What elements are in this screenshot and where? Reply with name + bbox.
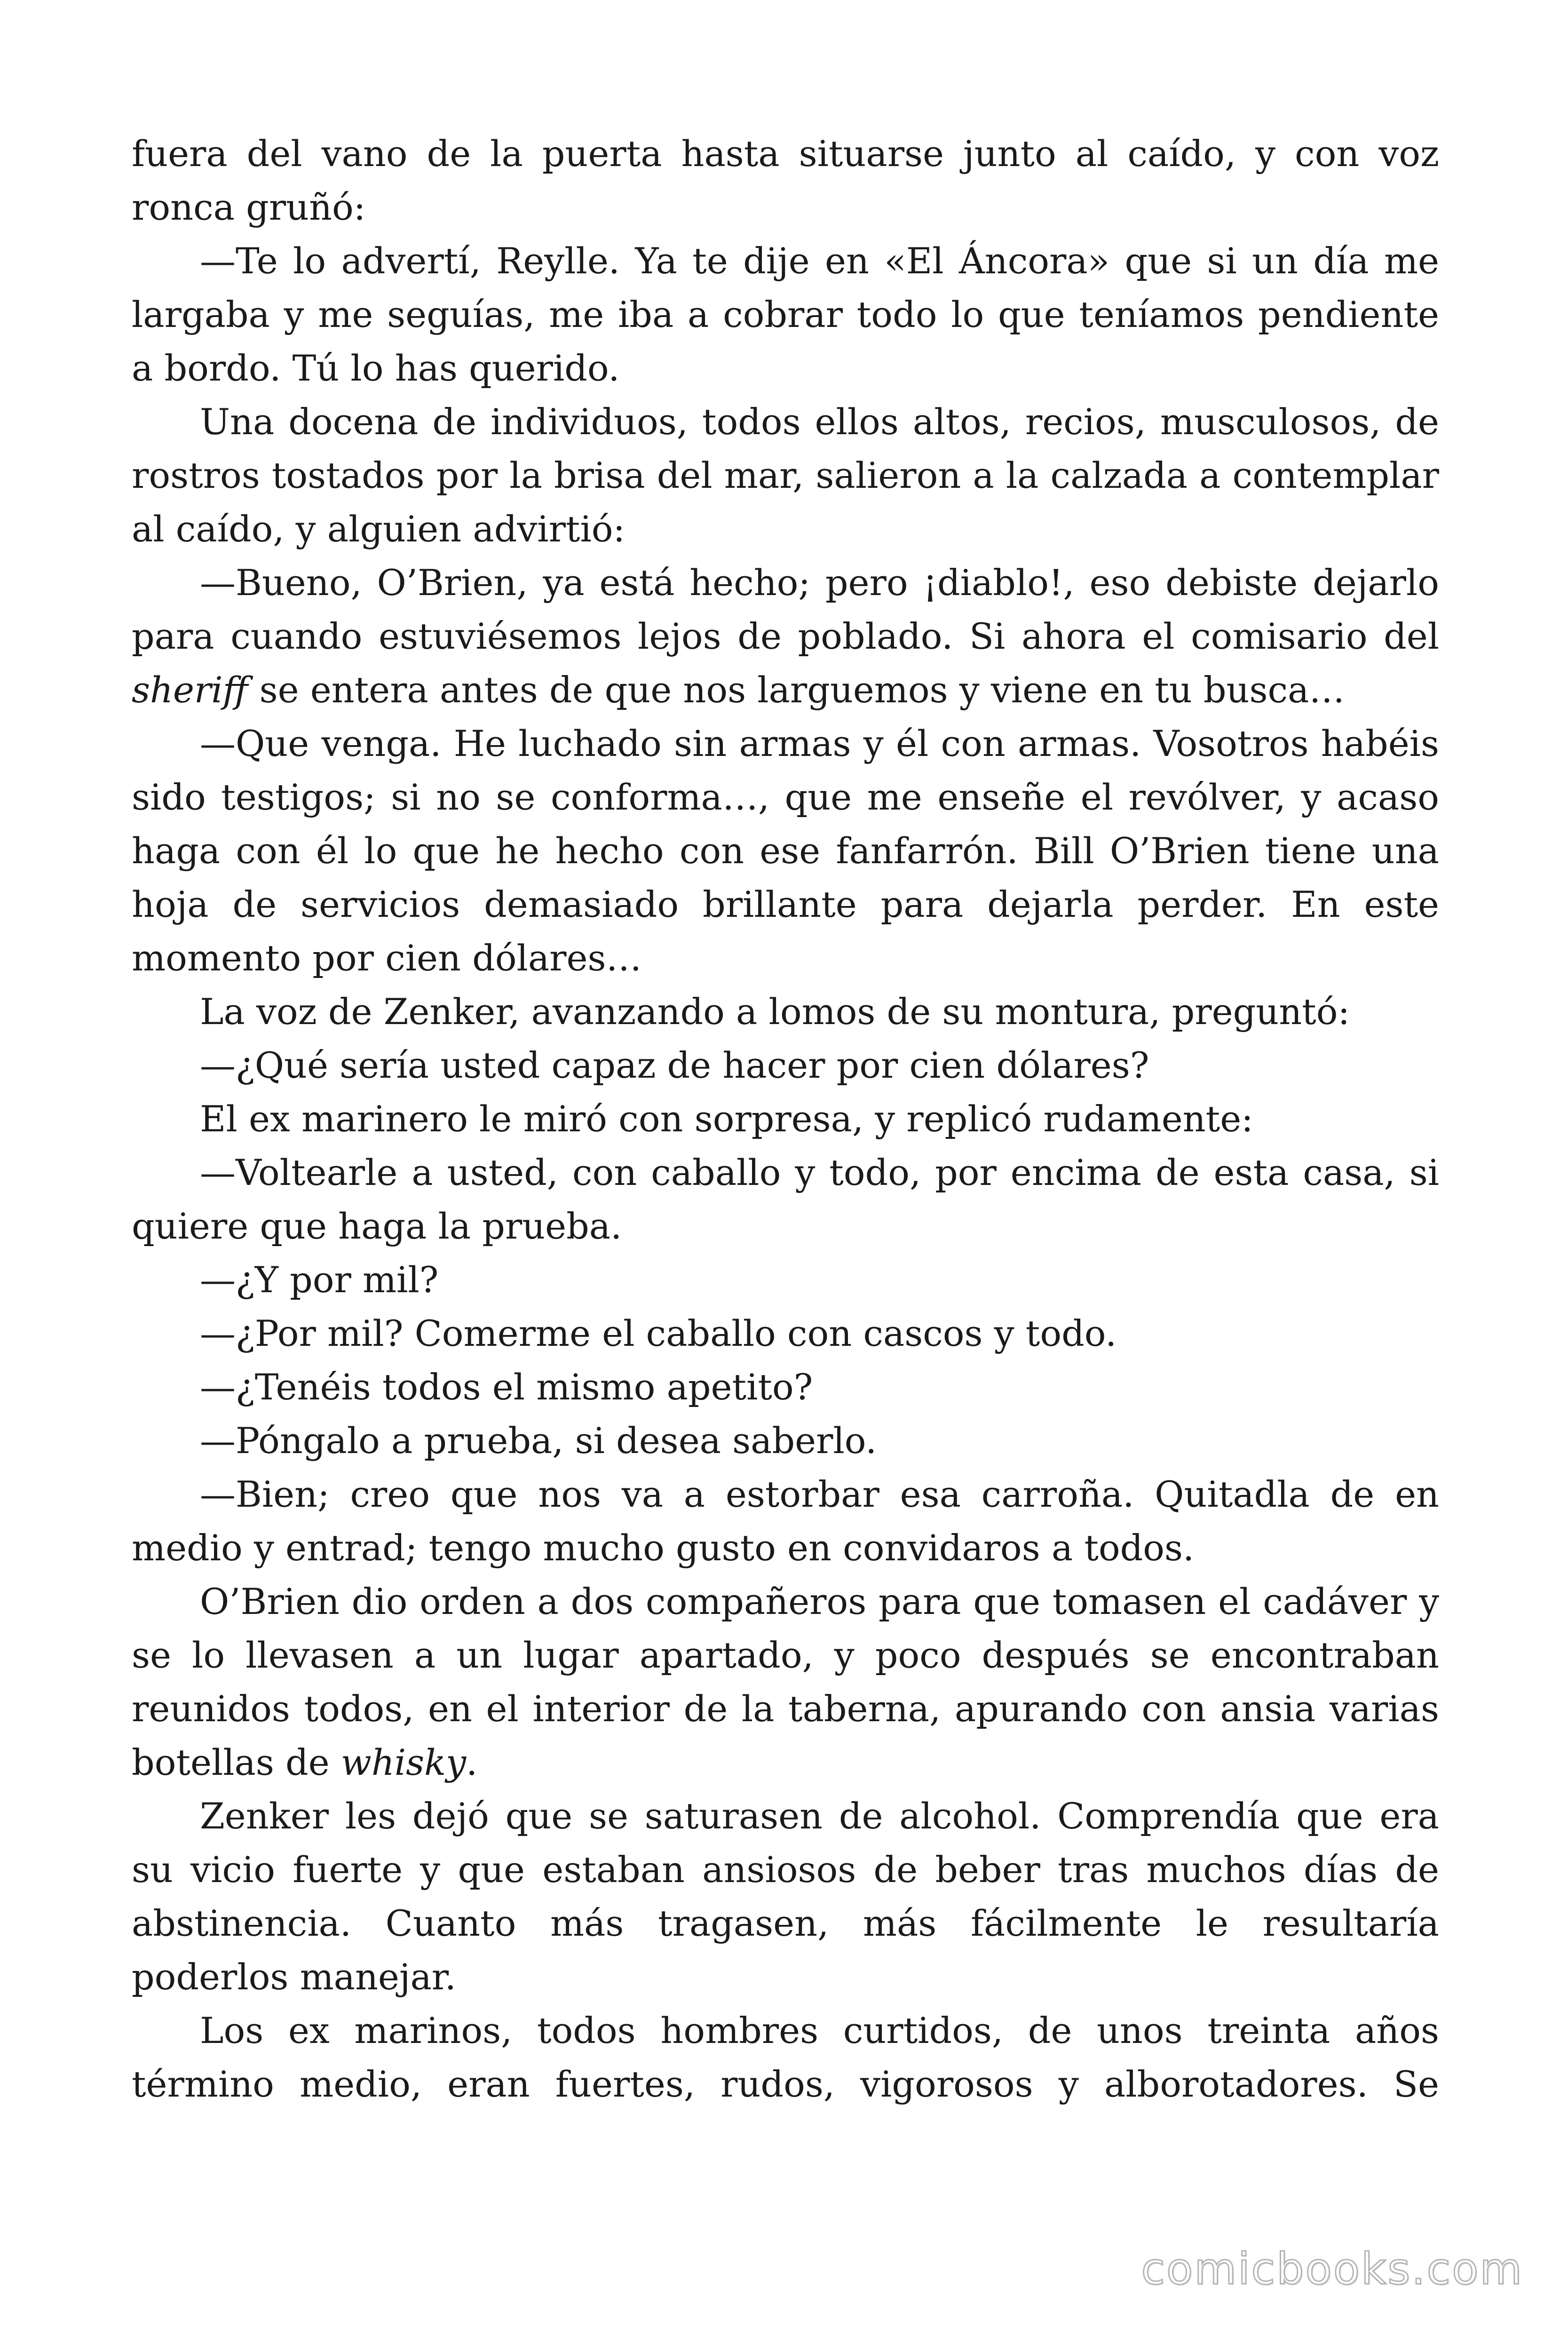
- paragraph: [132, 1253, 1439, 1307]
- text-run: Los ex marinos, todos hombres curtidos, de unos treinta años término medio, eran fuertes, rudos, vigorosos y alborotadores. Se: [132, 2010, 1439, 2105]
- text-run: El ex marinero le miró con sorpresa, y replicó rudamente:: [200, 1098, 1253, 1140]
- paragraph: [132, 1039, 1439, 1092]
- text-run: Zenker les dejó que se saturasen de alcohol. Comprendía que era su vicio fuerte y que estaban ansiosos de beber tras muchos días de abstinencia. Cuanto más tragasen, más fácilmente le resultaría poderlos manejar.: [132, 1795, 1439, 1998]
- text-run: —¿Tenéis todos el mismo apetito?: [200, 1366, 813, 1408]
- italic-text: sheriff: [132, 669, 248, 711]
- paragraph: [132, 985, 1439, 1039]
- text-run: —Te lo advertí, Reylle. Ya te dije en «El Áncora» que si un día me largaba y me seguías, me iba a cobrar todo lo que teníamos pendiente a bordo. Tú lo has querido.: [132, 240, 1439, 389]
- text-run: —Voltearle a usted, con caballo y todo, por encima de esta casa, si quiere que haga la prueba.: [132, 1152, 1439, 1247]
- paragraph: [132, 1789, 1439, 2004]
- paragraph: [132, 2004, 1439, 2111]
- text-run: La voz de Zenker, avanzando a lomos de su montura, preguntó:: [200, 991, 1350, 1033]
- paragraph: [132, 395, 1439, 556]
- site-watermark: comicbooks.com: [1141, 2244, 1523, 2294]
- text-run: —¿Y por mil?: [200, 1259, 439, 1301]
- paragraph: [132, 1414, 1439, 1468]
- text-run: O’Brien dio orden a dos compañeros para que tomasen el cadáver y se lo llevasen a un lugar apartado, y poco después se encontraban reunidos todos, en el interior de la taberna, apurando con ansia varias botellas de: [132, 1581, 1439, 1783]
- text-run: —Póngalo a prueba, si desea saberlo.: [200, 1420, 877, 1462]
- book-page-text: [132, 127, 1439, 2111]
- paragraph: [132, 1307, 1439, 1360]
- text-run: .: [466, 1741, 478, 1783]
- text-run: —¿Qué sería usted capaz de hacer por cien dólares?: [200, 1044, 1149, 1086]
- paragraph: [132, 1092, 1439, 1146]
- text-run: Una docena de individuos, todos ellos altos, recios, musculosos, de rostros tostados por la brisa del mar, salieron a la calzada a contemplar al caído, y alguien advirtió:: [132, 401, 1439, 550]
- paragraph: [132, 234, 1439, 395]
- text-run: —Bien; creo que nos va a estorbar esa carroña. Quitadla de en medio y entrad; tengo mucho gusto en convidaros a todos.: [132, 1473, 1439, 1569]
- text-run: se entera antes de que nos larguemos y viene en tu busca…: [248, 669, 1345, 711]
- text-run: fuera del vano de la puerta hasta situarse junto al caído, y con voz ronca gruñó:: [132, 133, 1439, 228]
- paragraph: [132, 1146, 1439, 1253]
- paragraph: [132, 1468, 1439, 1575]
- paragraph: [132, 1360, 1439, 1414]
- text-run: —Que venga. He luchado sin armas y él con armas. Vosotros habéis sido testigos; si no se conforma…, que me enseñe el revólver, y acaso haga con él lo que he hecho con ese fanfarrón. Bill O’Brien tiene una hoja de servicios demasiado brillante para dejarla perder. En este momento por cien dólares…: [132, 723, 1439, 979]
- italic-text: whisky: [341, 1741, 467, 1783]
- paragraph: [132, 556, 1439, 717]
- text-run: —Bueno, O’Brien, ya está hecho; pero ¡diablo!, eso debiste dejarlo para cuando estuviésemos lejos de poblado. Si ahora el comisario del: [132, 562, 1439, 657]
- paragraph: [132, 1575, 1439, 1789]
- paragraph: [132, 127, 1439, 234]
- text-run: —¿Por mil? Comerme el caballo con cascos y todo.: [200, 1312, 1117, 1354]
- paragraph: [132, 717, 1439, 985]
